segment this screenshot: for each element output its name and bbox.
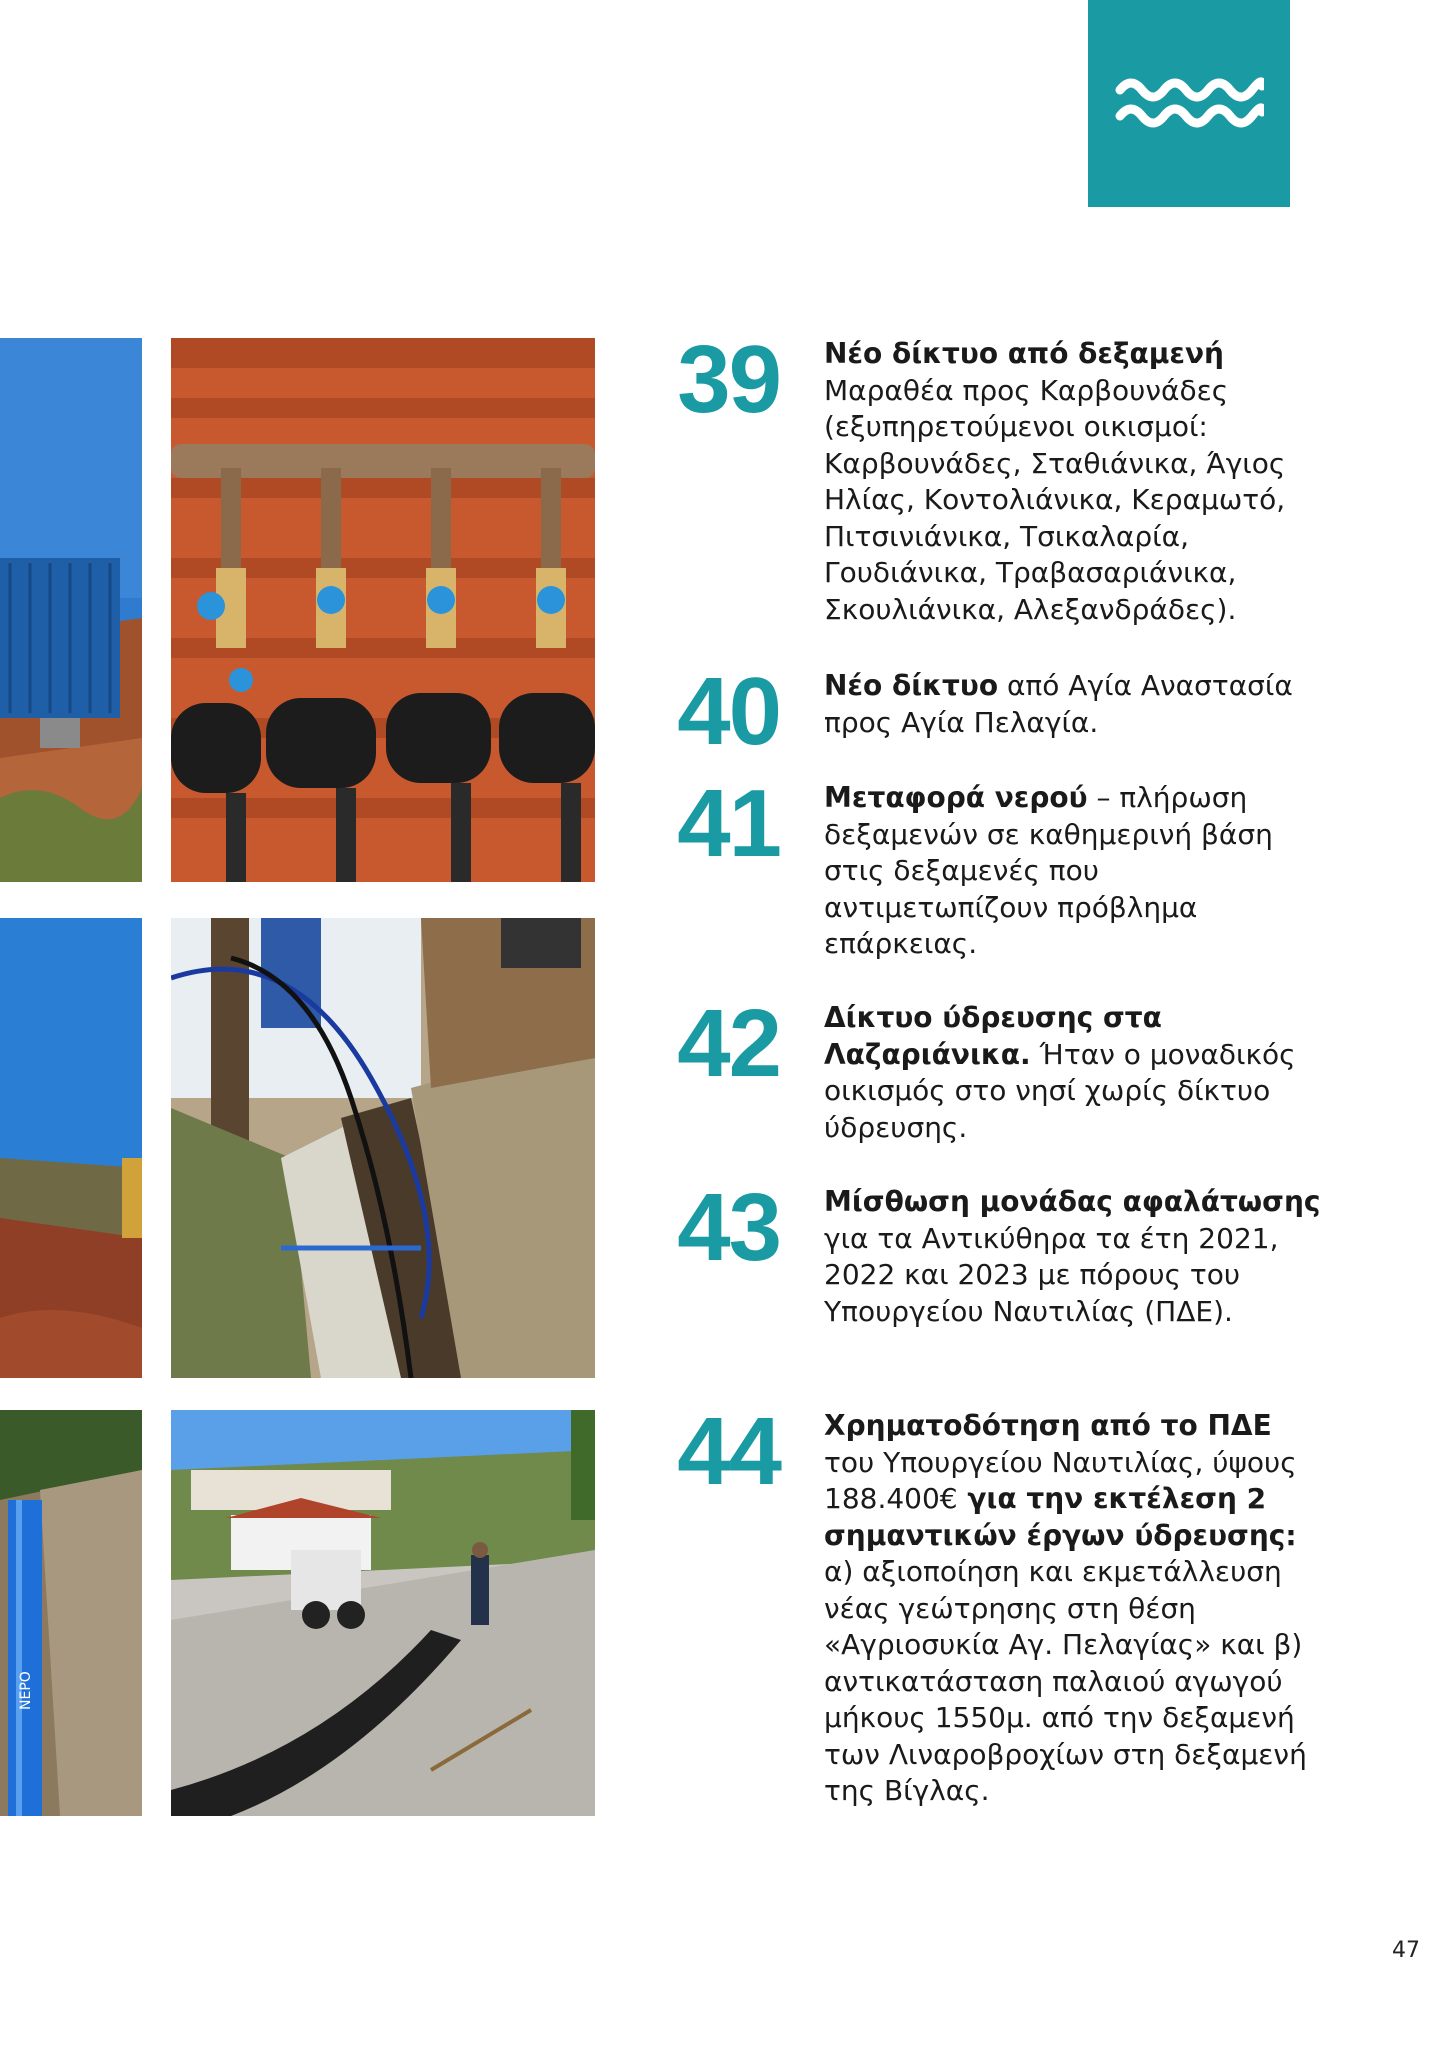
photo-excavator-hill <box>0 918 142 1378</box>
photo-blue-pipe-trench <box>0 1410 142 1816</box>
item-text: Χρηματοδότηση από το ΠΔΕ του Υπουργείου Ναυτιλίας, ύψους 188.400€ για την εκτέλεση 2 σημαντικών έργων ύδρευσης: α) αξιοποίηση και εκμετάλλευση νέας γεώτρησης στη θέση «Αγριοσυκία Αγ. Πελαγίας» και β) αντικατάσταση παλαιού αγωγού μήκους 1550μ. από την δεξαμενή των Λιναροβροχίων στη δεξαμενή της Βίγλας. <box>824 1409 1307 1807</box>
photo-road-asphalt-works <box>171 1410 595 1816</box>
item-number: 43 <box>677 1174 780 1281</box>
photo-water-tank-container <box>0 338 142 882</box>
page-number: 47 <box>1392 1938 1420 1963</box>
item-text: Νέο δίκτυο από δεξαμενή Μαραθέα προς Καρβουνάδες (εξυπηρετούμενοι οικισμοί: Καρβουνάδες, Σταθιάνικα, Άγιος Ηλίας, Κοντολιάνικα, Κεραμωτό, Πιτσινιάνικα, Τσικαλαρία, Γουδιάνικα, Τραβασαριάνικα, Σκουλιάνικα, Αλεξανδράδες). <box>824 337 1286 626</box>
water-waves-icon <box>1114 76 1264 138</box>
photo-pipe-manifold-valves <box>171 338 595 882</box>
item-44 <box>630 1400 1330 1820</box>
item-43 <box>630 1176 1330 1376</box>
item-text: Μίσθωση μονάδας αφαλάτωσης για τα Αντικύθηρα τα έτη 2021, 2022 και 2023 με πόρους του Υπουργείου Ναυτιλίας (ΠΔΕ). <box>824 1185 1321 1328</box>
item-42 <box>630 992 1330 1152</box>
item-text: Νέο δίκτυο από Αγία Αναστασία προς Αγία Πελαγία. <box>824 669 1293 739</box>
item-40 <box>630 658 1330 765</box>
water-badge <box>1088 0 1290 207</box>
item-number: 42 <box>677 990 780 1097</box>
item-number: 44 <box>677 1398 780 1505</box>
item-number: 40 <box>677 658 780 765</box>
item-39 <box>630 328 1330 648</box>
pipe-label: ΝΕΡΟ <box>18 1671 34 1710</box>
item-41 <box>630 770 1330 960</box>
item-text: Μεταφορά νερού – πλήρωση δεξαμενών σε καθημερινή βάση στις δεξαμενές που αντιμετωπίζουν πρόβλημα επάρκειας. <box>824 781 1273 960</box>
item-number: 39 <box>677 326 780 433</box>
photo-street-trench-pipes <box>171 918 595 1378</box>
item-number: 41 <box>677 770 780 877</box>
item-text: Δίκτυο ύδρευσης στα Λαζαριάνικα. Ήταν ο μοναδικός οικισμός στο νησί χωρίς δίκτυο ύδρευσης. <box>824 1001 1296 1144</box>
